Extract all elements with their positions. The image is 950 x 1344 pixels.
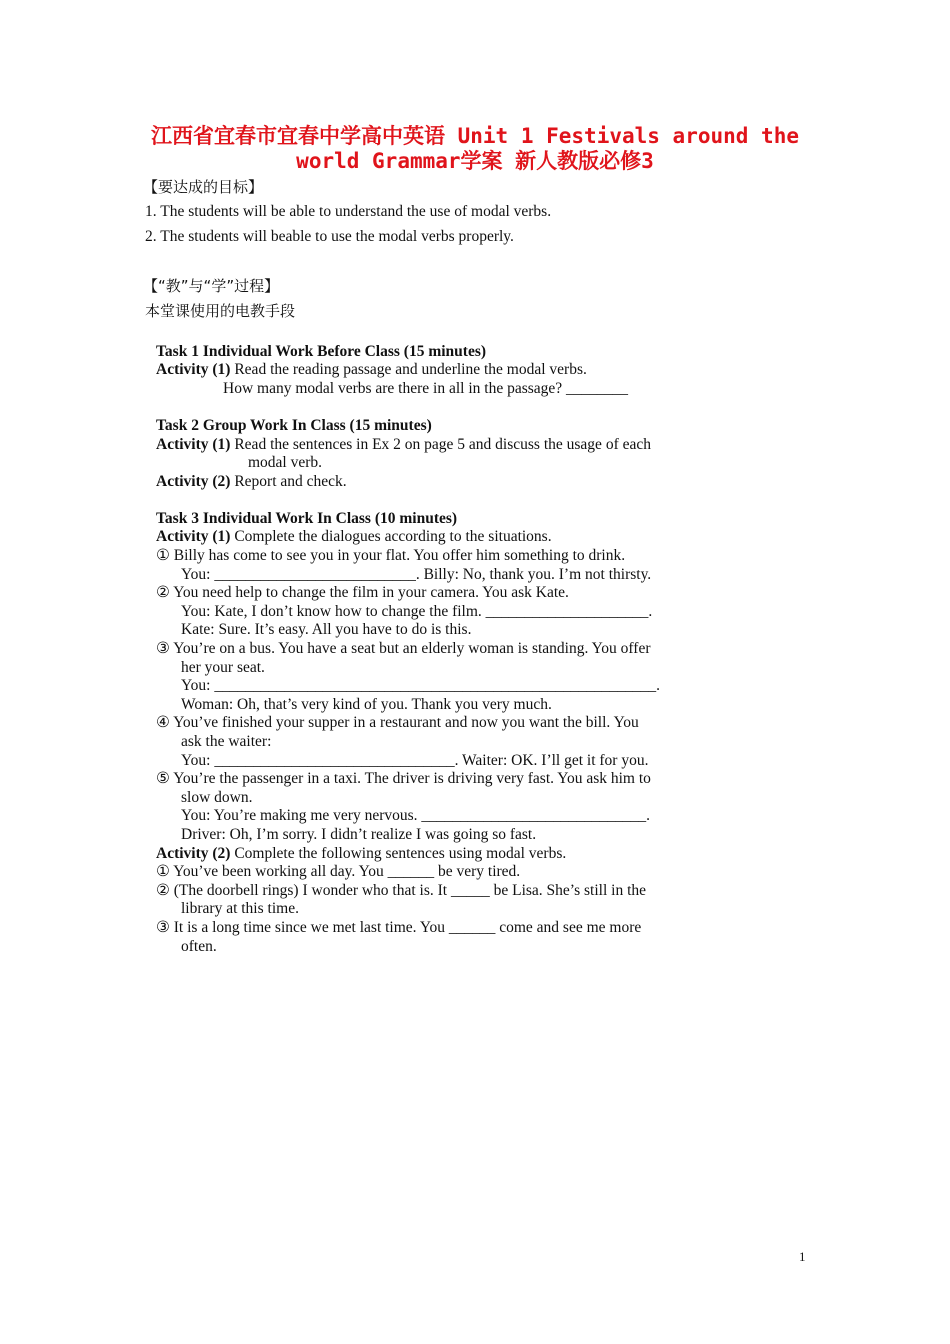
task2-activity1 xyxy=(156,436,651,454)
dialogue-line: Driver: Oh, I’m sorry. I didn’t realize I was going so fast. xyxy=(181,826,537,843)
activity-text: Read the sentences in Ex 2 on page 5 and discuss the usage of each xyxy=(230,436,651,453)
activity-label: Activity (2) xyxy=(156,845,231,862)
task1-activity1 xyxy=(156,361,587,379)
goal-item-1: 1. The students will be able to understand the use of modal verbs. xyxy=(145,203,552,220)
dialogue-line: You: __________________________. Billy: No, thank you. I’m not thirsty. xyxy=(181,566,652,583)
media-line: 本堂课使用的电教手段 xyxy=(145,302,296,320)
dialogue-line: Woman: Oh, that’s very kind of you. Thank you very much. xyxy=(181,696,552,713)
activity-text: Report and check. xyxy=(230,473,347,490)
dialogue-line: ⑤ You’re the passenger in a taxi. The driver is driving very fast. You ask him to xyxy=(156,770,651,787)
dialogue-line: her your seat. xyxy=(181,659,265,676)
activity-label: Activity (1) xyxy=(156,528,231,545)
document-title-line-2: world Grammar学案 新人教版必修3 xyxy=(296,149,654,173)
dialogue-line: Kate: Sure. It’s easy. All you have to do is this. xyxy=(181,621,472,638)
dialogue-line: ④ You’ve finished your supper in a restaurant and now you want the bill. You xyxy=(156,714,639,731)
task3-activity2 xyxy=(156,845,566,863)
sentence-line: ② (The doorbell rings) I wonder who that is. It _____ be Lisa. She’s still in the xyxy=(156,882,647,899)
task2-activity2 xyxy=(156,473,347,491)
activity-label: Activity (1) xyxy=(156,361,231,378)
sentence-line: library at this time. xyxy=(181,900,299,917)
dialogue-line: ask the waiter: xyxy=(181,733,272,750)
dialogue-line: ① Billy has come to see you in your flat. You offer him something to drink. xyxy=(156,547,626,564)
dialogue-line: slow down. xyxy=(181,789,253,806)
task1-question: How many modal verbs are there in all in the passage? ________ xyxy=(223,380,629,397)
sentence-line: often. xyxy=(181,938,217,955)
dialogue-line: You: You’re making me very nervous. _____________________________. xyxy=(181,807,651,824)
process-heading: 【“教”与“学”过程】 xyxy=(143,277,280,295)
task1-heading: Task 1 Individual Work Before Class (15 minutes) xyxy=(156,343,487,360)
dialogue-line: You: Kate, I don’t know how to change the film. _____________________. xyxy=(181,603,653,620)
task3-heading: Task 3 Individual Work In Class (10 minutes) xyxy=(156,510,458,527)
dialogue-line: You: _________________________________________________________. xyxy=(181,677,660,694)
goals-heading: 【要达成的目标】 xyxy=(143,178,264,196)
dialogue-line: You: _______________________________. Waiter: OK. I’ll get it for you. xyxy=(181,752,649,769)
goal-item-2: 2. The students will beable to use the modal verbs properly. xyxy=(145,228,514,245)
dialogue-line: ② You need help to change the film in your camera. You ask Kate. xyxy=(156,584,569,601)
dialogue-line: ③ You’re on a bus. You have a seat but an elderly woman is standing. You offer xyxy=(156,640,651,657)
activity-label: Activity (2) xyxy=(156,473,231,490)
activity-text: Complete the following sentences using modal verbs. xyxy=(230,845,567,862)
task2-activity1-cont: modal verb. xyxy=(248,454,323,471)
activity-label: Activity (1) xyxy=(156,436,231,453)
document-title-line-1: 江西省宜春市宜春中学高中英语 Unit 1 Festivals around the xyxy=(150,124,799,148)
activity-text: Read the reading passage and underline the modal verbs. xyxy=(230,361,587,378)
activity-text: Complete the dialogues according to the situations. xyxy=(230,528,552,545)
page-number: 1 xyxy=(799,1249,806,1264)
task2-heading: Task 2 Group Work In Class (15 minutes) xyxy=(156,417,432,434)
task3-activity1 xyxy=(156,528,552,546)
sentence-line: ① You’ve been working all day. You ______ be very tired. xyxy=(156,863,521,880)
sentence-line: ③ It is a long time since we met last time. You ______ come and see me more xyxy=(156,919,642,936)
